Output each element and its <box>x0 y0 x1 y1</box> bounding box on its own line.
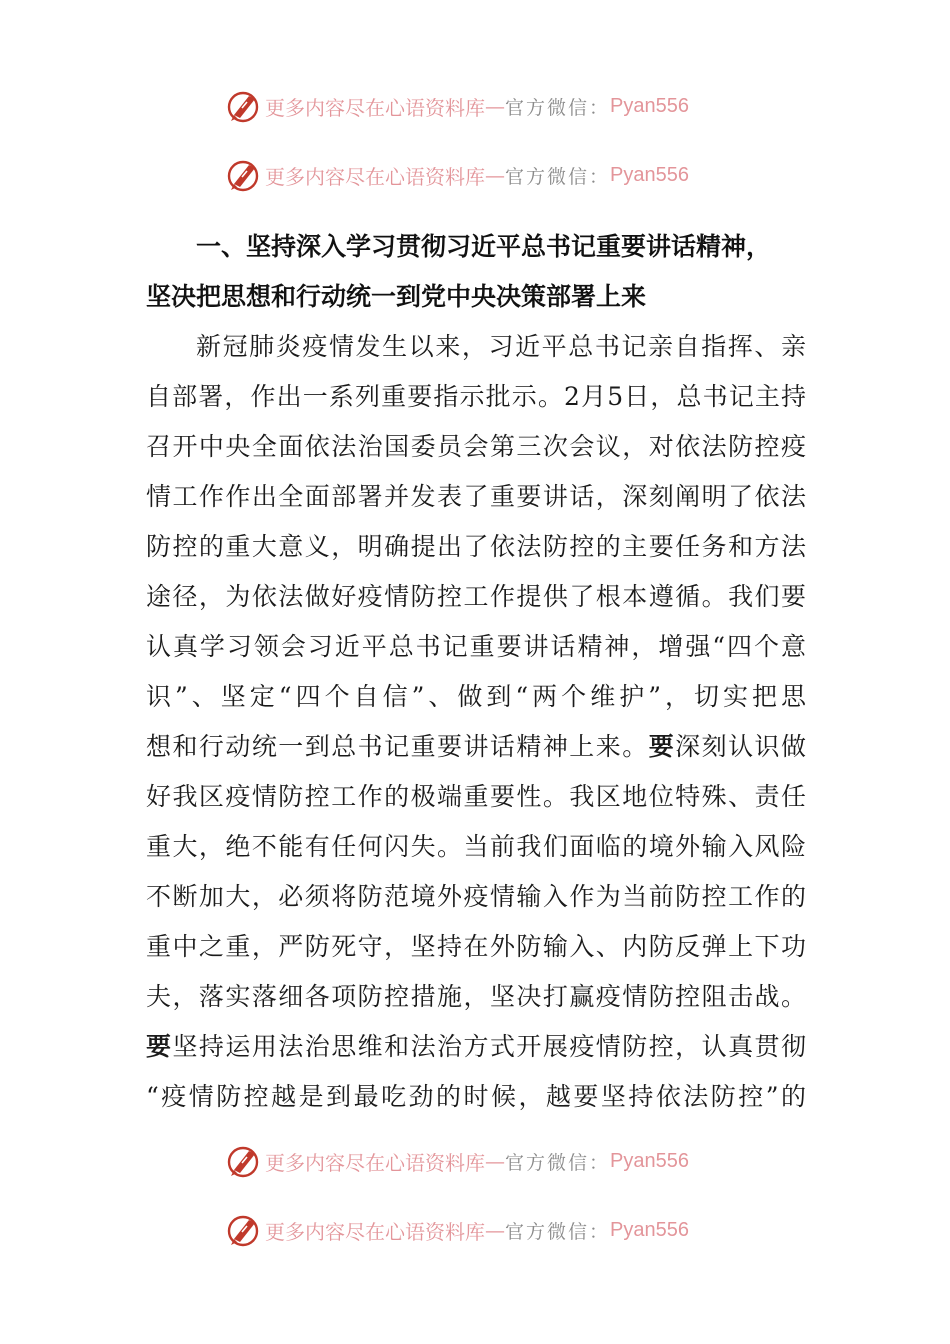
watermark-sub-text: 官方微信： <box>505 96 611 119</box>
pen-nib-logo-icon <box>225 1143 261 1179</box>
body-line: 自部署，作出一系列重要指示批示。2月5日，总书记主持 <box>146 382 806 411</box>
watermark-dash: — <box>485 94 505 118</box>
body-line: 好我区疫情防控工作的极端重要性。我区地位特殊、责任 <box>146 782 806 811</box>
body-line: 重大，绝不能有任何闪失。当前我们面临的境外输入风险 <box>146 832 806 861</box>
body-line: 夫，落实落细各项防控措施，坚决打赢疫情防控阻击战。 <box>146 982 806 1011</box>
watermark-main-text: 更多内容尽在心语资料库 <box>265 1219 485 1244</box>
body-line: 防控的重大意义，明确提出了依法防控的主要任务和方法 <box>146 532 806 561</box>
watermark-bottom-2 <box>225 1212 689 1248</box>
body-line: “疫情防控越是到最吃劲的时候，越要坚持依法防控”的 <box>146 1082 806 1111</box>
body-line-text: 深刻认识做 <box>675 732 806 761</box>
pen-nib-logo-icon <box>225 88 261 124</box>
body-line-with-bold <box>146 722 806 772</box>
section-heading-line-2: 坚决把思想和行动统一到党中央决策部署上来 <box>146 282 647 311</box>
watermark-sub-text: 官方微信： <box>505 1220 611 1243</box>
pen-nib-logo-icon <box>225 157 261 193</box>
body-line: 重中之重，严防死守，坚持在外防输入、内防反弹上下功 <box>146 932 806 961</box>
watermark-wechat-id: Pyan556 <box>610 163 689 186</box>
section-heading-line-1: 一、坚持深入学习贯彻习近平总书记重要讲话精神， <box>196 232 772 261</box>
watermark-wechat-id: Pyan556 <box>610 94 689 117</box>
body-line: 识”、坚定“四个自信”、做到“两个维护”，切实把思 <box>146 682 806 711</box>
watermark-top-2 <box>225 157 689 193</box>
watermark-sub-text: 官方微信： <box>505 1151 611 1174</box>
watermark-dash: — <box>485 1218 505 1242</box>
watermark-main-text: 更多内容尽在心语资料库 <box>265 1150 485 1175</box>
watermark-top-1 <box>225 88 689 124</box>
watermark-main-text: 更多内容尽在心语资料库 <box>265 164 485 189</box>
bold-keyword: 要 <box>146 1032 173 1061</box>
watermark-dash: — <box>485 1149 505 1173</box>
watermark-wechat-id: Pyan556 <box>610 1218 689 1241</box>
watermark-dash: — <box>485 163 505 187</box>
body-line: 途径，为依法做好疫情防控工作提供了根本遵循。我们要 <box>146 582 806 611</box>
watermark-wechat-id: Pyan556 <box>610 1149 689 1172</box>
watermark-sub-text: 官方微信： <box>505 165 611 188</box>
body-line: 情工作作出全面部署并发表了重要讲话，深刻阐明了依法 <box>146 482 806 511</box>
watermark-main-text: 更多内容尽在心语资料库 <box>265 95 485 120</box>
watermark-bottom-1 <box>225 1143 689 1179</box>
bold-keyword: 要 <box>648 732 676 761</box>
body-line: 认真学习领会习近平总书记重要讲话精神，增强“四个意 <box>146 632 806 661</box>
body-line: 新冠肺炎疫情发生以来，习近平总书记亲自指挥、亲 <box>196 332 806 361</box>
pen-nib-logo-icon <box>225 1212 261 1248</box>
body-line-with-bold <box>146 1022 806 1072</box>
body-line-text: 坚持运用法治思维和法治方式开展疫情防控，认真贯彻 <box>172 1032 806 1061</box>
body-line: 召开中央全面依法治国委员会第三次会议，对依法防控疫 <box>146 432 806 461</box>
body-line: 不断加大，必须将防范境外疫情输入作为当前防控工作的 <box>146 882 806 911</box>
body-line-text: 想和行动统一到总书记重要讲话精神上来。 <box>146 732 649 761</box>
